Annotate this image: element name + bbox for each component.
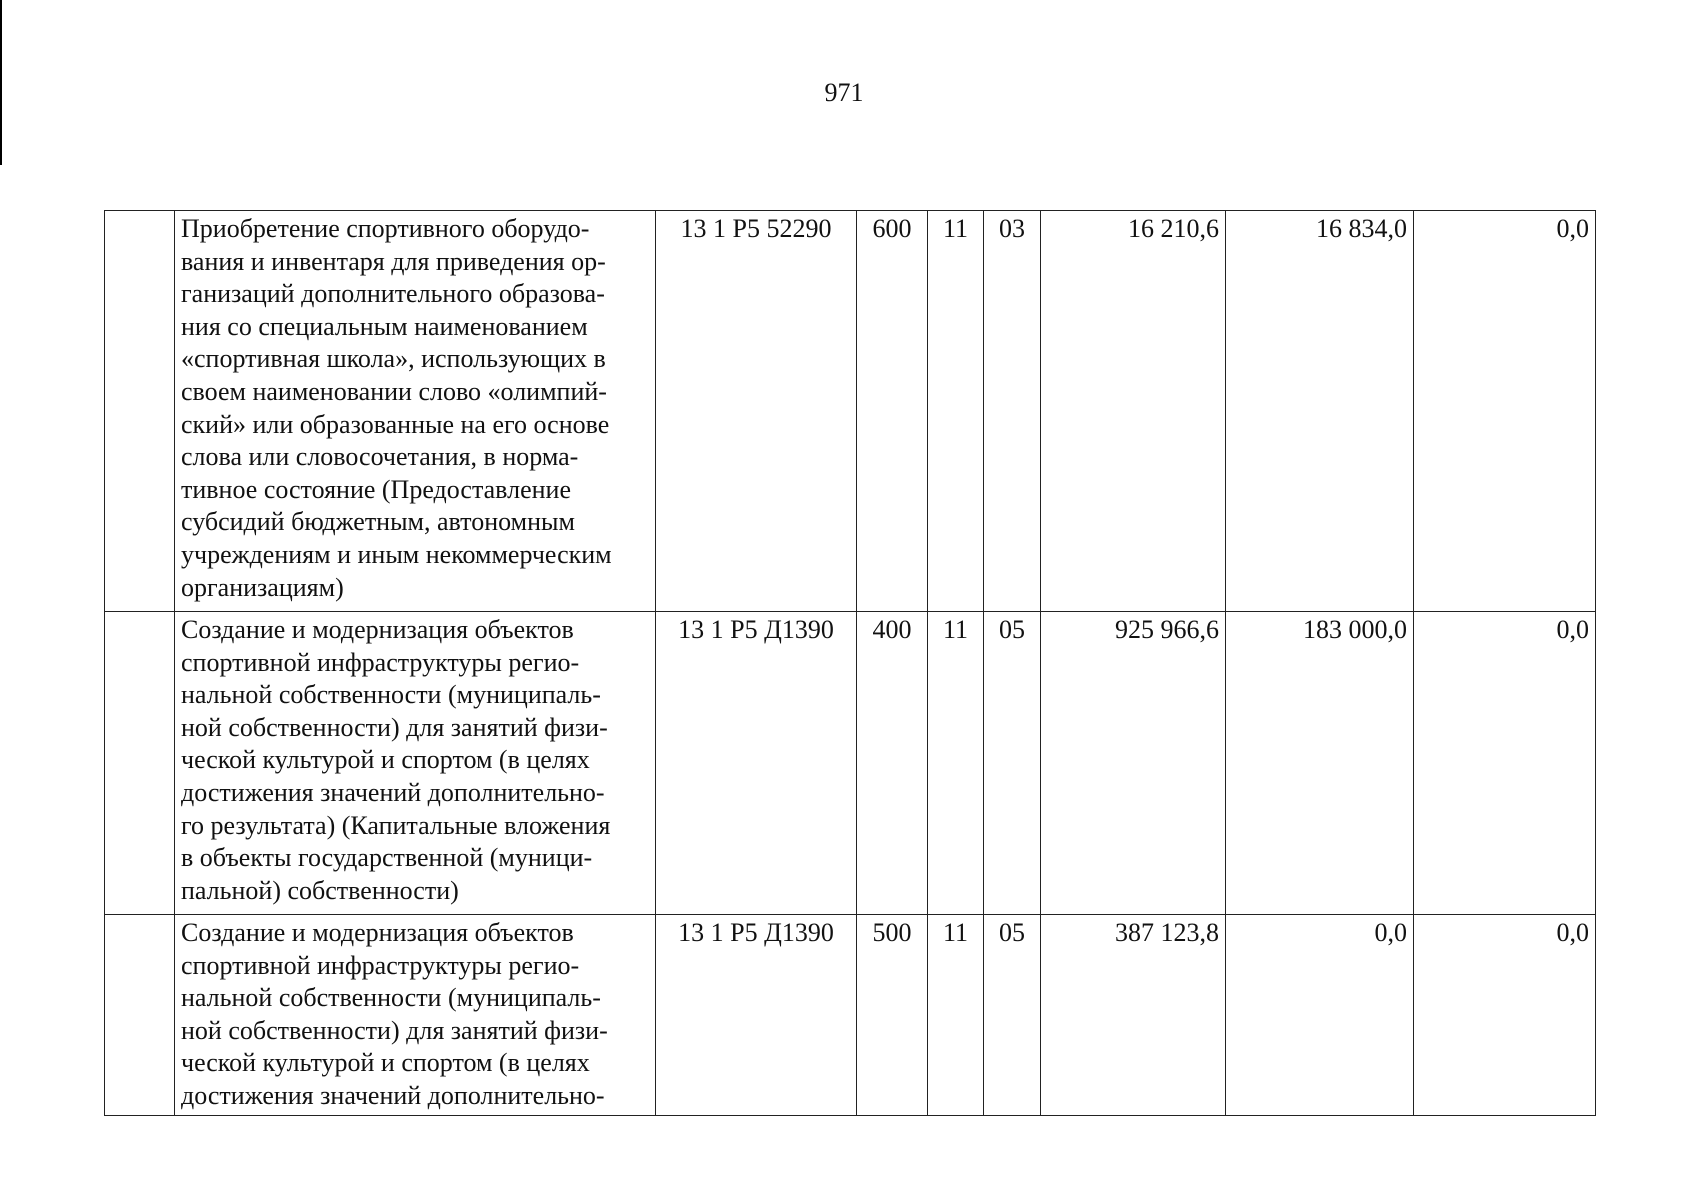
section-cell: 11 [928,211,984,612]
expense-name-cell [175,612,656,915]
expense-name-line: субсидий бюджетным, автономным [181,507,575,537]
amount-1-cell: 925 966,6 [1041,612,1226,915]
expense-name-line: ния со специальным наименованием [181,311,588,341]
subsection-cell: 03 [984,211,1041,612]
amount-2-cell: 183 000,0 [1226,612,1414,915]
expense-name-line: Создание и модернизация объектов [181,918,574,947]
expense-name-line: ческой культурой и спортом (в целях [181,745,590,775]
expense-name-line: вания и инвентаря для приведения ор- [181,246,606,276]
table-row [105,211,1596,612]
expense-name-line: ческой культурой и спортом (в целях [181,1048,590,1078]
expense-name-cell [175,211,656,612]
expense-name-line: тивное состояние (Предоставление [181,474,571,504]
table-row [105,915,1596,1116]
amount-3-cell: 0,0 [1414,211,1596,612]
section-cell: 11 [928,612,984,915]
target-code-cell: 13 1 Р5 Д1390 [656,915,857,1116]
expense-name-line: Приобретение спортивного оборудо- [181,214,590,243]
amount-1-cell: 16 210,6 [1041,211,1226,612]
expense-name-line: ной собственности) для занятий физи- [181,1015,608,1045]
expense-name-line: спортивной инфраструктуры регио- [181,647,580,677]
expense-name-cell [175,915,656,1116]
amount-3-cell: 0,0 [1414,915,1596,1116]
amount-2-cell: 16 834,0 [1226,211,1414,612]
expense-name-line: го результата) (Капитальные вложения [181,810,611,840]
expense-type-cell: 500 [857,915,928,1116]
budget-table [104,210,1596,1116]
row-number-cell [105,211,175,612]
expense-name-line: достижения значений дополнительно- [181,1080,605,1110]
expense-name-line: пальной) собственности) [181,875,459,905]
expense-name-line: нальной собственности (муниципаль- [181,983,601,1013]
subsection-cell: 05 [984,915,1041,1116]
section-cell: 11 [928,915,984,1116]
expense-name-line: организациям) [181,572,344,602]
row-number-cell [105,915,175,1116]
expense-name-line: учреждениям и иным некоммерческим [181,539,612,569]
target-code-cell: 13 1 Р5 Д1390 [656,612,857,915]
expense-name-line: ганизаций дополнительного образова- [181,279,605,309]
subsection-cell: 05 [984,612,1041,915]
expense-name-line: ной собственности) для занятий физи- [181,712,608,742]
expense-name-line: слова или словосочетания, в норма- [181,442,579,472]
target-code-cell: 13 1 Р5 52290 [656,211,857,612]
expense-name-line: своем наименовании слово «олимпий- [181,376,607,406]
expense-name-line: в объекты государственной (муници- [181,843,593,873]
expense-type-cell: 600 [857,211,928,612]
amount-1-cell: 387 123,8 [1041,915,1226,1116]
amount-3-cell: 0,0 [1414,612,1596,915]
expense-name-line: «спортивная школа», использующих в [181,344,606,374]
expense-name-line: Создание и модернизация объектов [181,615,574,644]
expense-name-line: достижения значений дополнительно- [181,777,605,807]
page-number: 971 [824,78,864,107]
expense-name-line: спортивной инфраструктуры регио- [181,950,580,980]
row-number-cell [105,612,175,915]
table-row [105,612,1596,915]
expense-name-line: ский» или образованные на его основе [181,409,610,439]
amount-2-cell: 0,0 [1226,915,1414,1116]
expense-name-line: нальной собственности (муниципаль- [181,680,601,710]
expense-type-cell: 400 [857,612,928,915]
